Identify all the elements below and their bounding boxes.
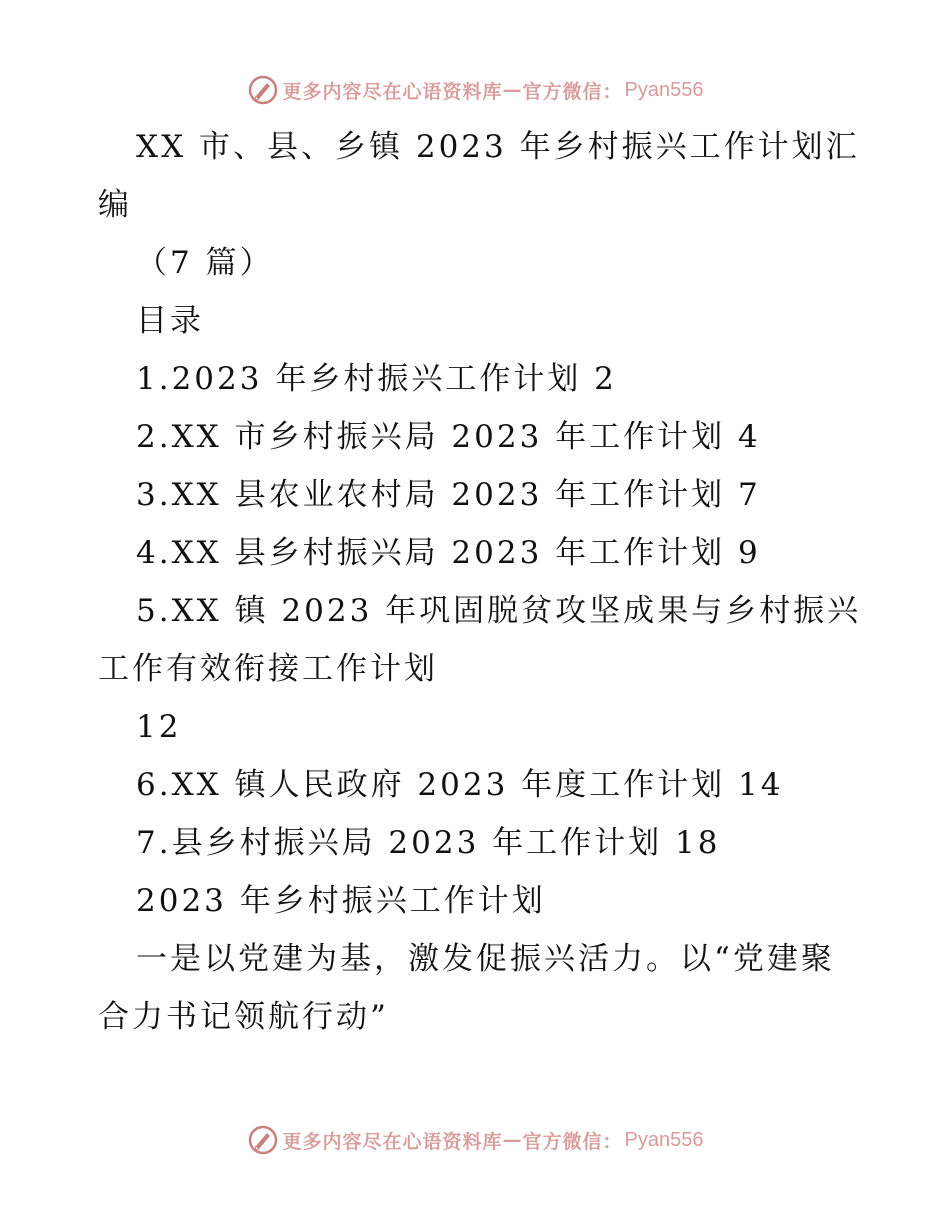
toc-item: 3.XX 县农业农村局 2023 年工作计划 7 xyxy=(136,477,761,513)
watermark-wechat-label: 官方微信： xyxy=(522,1130,623,1153)
paragraph-line-2: 合力书记领航行动” xyxy=(98,999,389,1035)
paragraph-line-1: 一是以党建为基，激发促振兴活力。以“党建聚 xyxy=(136,941,835,977)
footer-watermark xyxy=(0,1120,950,1160)
watermark-brand: 更多内容尽在心语资料库 xyxy=(282,80,503,103)
document-title-line-2: 编 xyxy=(98,187,132,223)
watermark-separator: — xyxy=(502,79,523,101)
watermark-wechat-id: Pyan556 xyxy=(624,78,704,101)
toc-heading: 目录 xyxy=(136,303,204,339)
document-body xyxy=(98,118,862,1046)
watermark-separator: — xyxy=(502,1129,523,1151)
toc-item: 2.XX 市乡村振兴局 2023 年工作计划 4 xyxy=(136,419,761,455)
pen-circle-icon xyxy=(247,1124,279,1156)
document-count: （7 篇） xyxy=(136,245,274,281)
toc-item: 5.XX 镇 2023 年巩固脱贫攻坚成果与乡村振兴 xyxy=(136,593,862,629)
toc-item-page: 12 xyxy=(136,709,182,745)
pen-circle-icon xyxy=(247,74,279,106)
toc-item: 7.县乡村振兴局 2023 年工作计划 18 xyxy=(136,825,721,861)
toc-item: 4.XX 县乡村振兴局 2023 年工作计划 9 xyxy=(136,535,761,571)
toc-item: 1.2023 年乡村振兴工作计划 2 xyxy=(136,361,617,397)
watermark-brand: 更多内容尽在心语资料库 xyxy=(282,1130,503,1153)
toc-item-continuation: 工作有效衔接工作计划 xyxy=(98,651,438,687)
watermark-wechat-id: Pyan556 xyxy=(624,1128,704,1151)
watermark-wechat-label: 官方微信： xyxy=(522,80,623,103)
header-watermark xyxy=(0,70,950,110)
section-title: 2023 年乡村振兴工作计划 xyxy=(136,883,546,919)
document-title-line-1: XX 市、县、乡镇 2023 年乡村振兴工作计划汇 xyxy=(136,129,860,165)
toc-item: 6.XX 镇人民政府 2023 年度工作计划 14 xyxy=(136,767,784,803)
